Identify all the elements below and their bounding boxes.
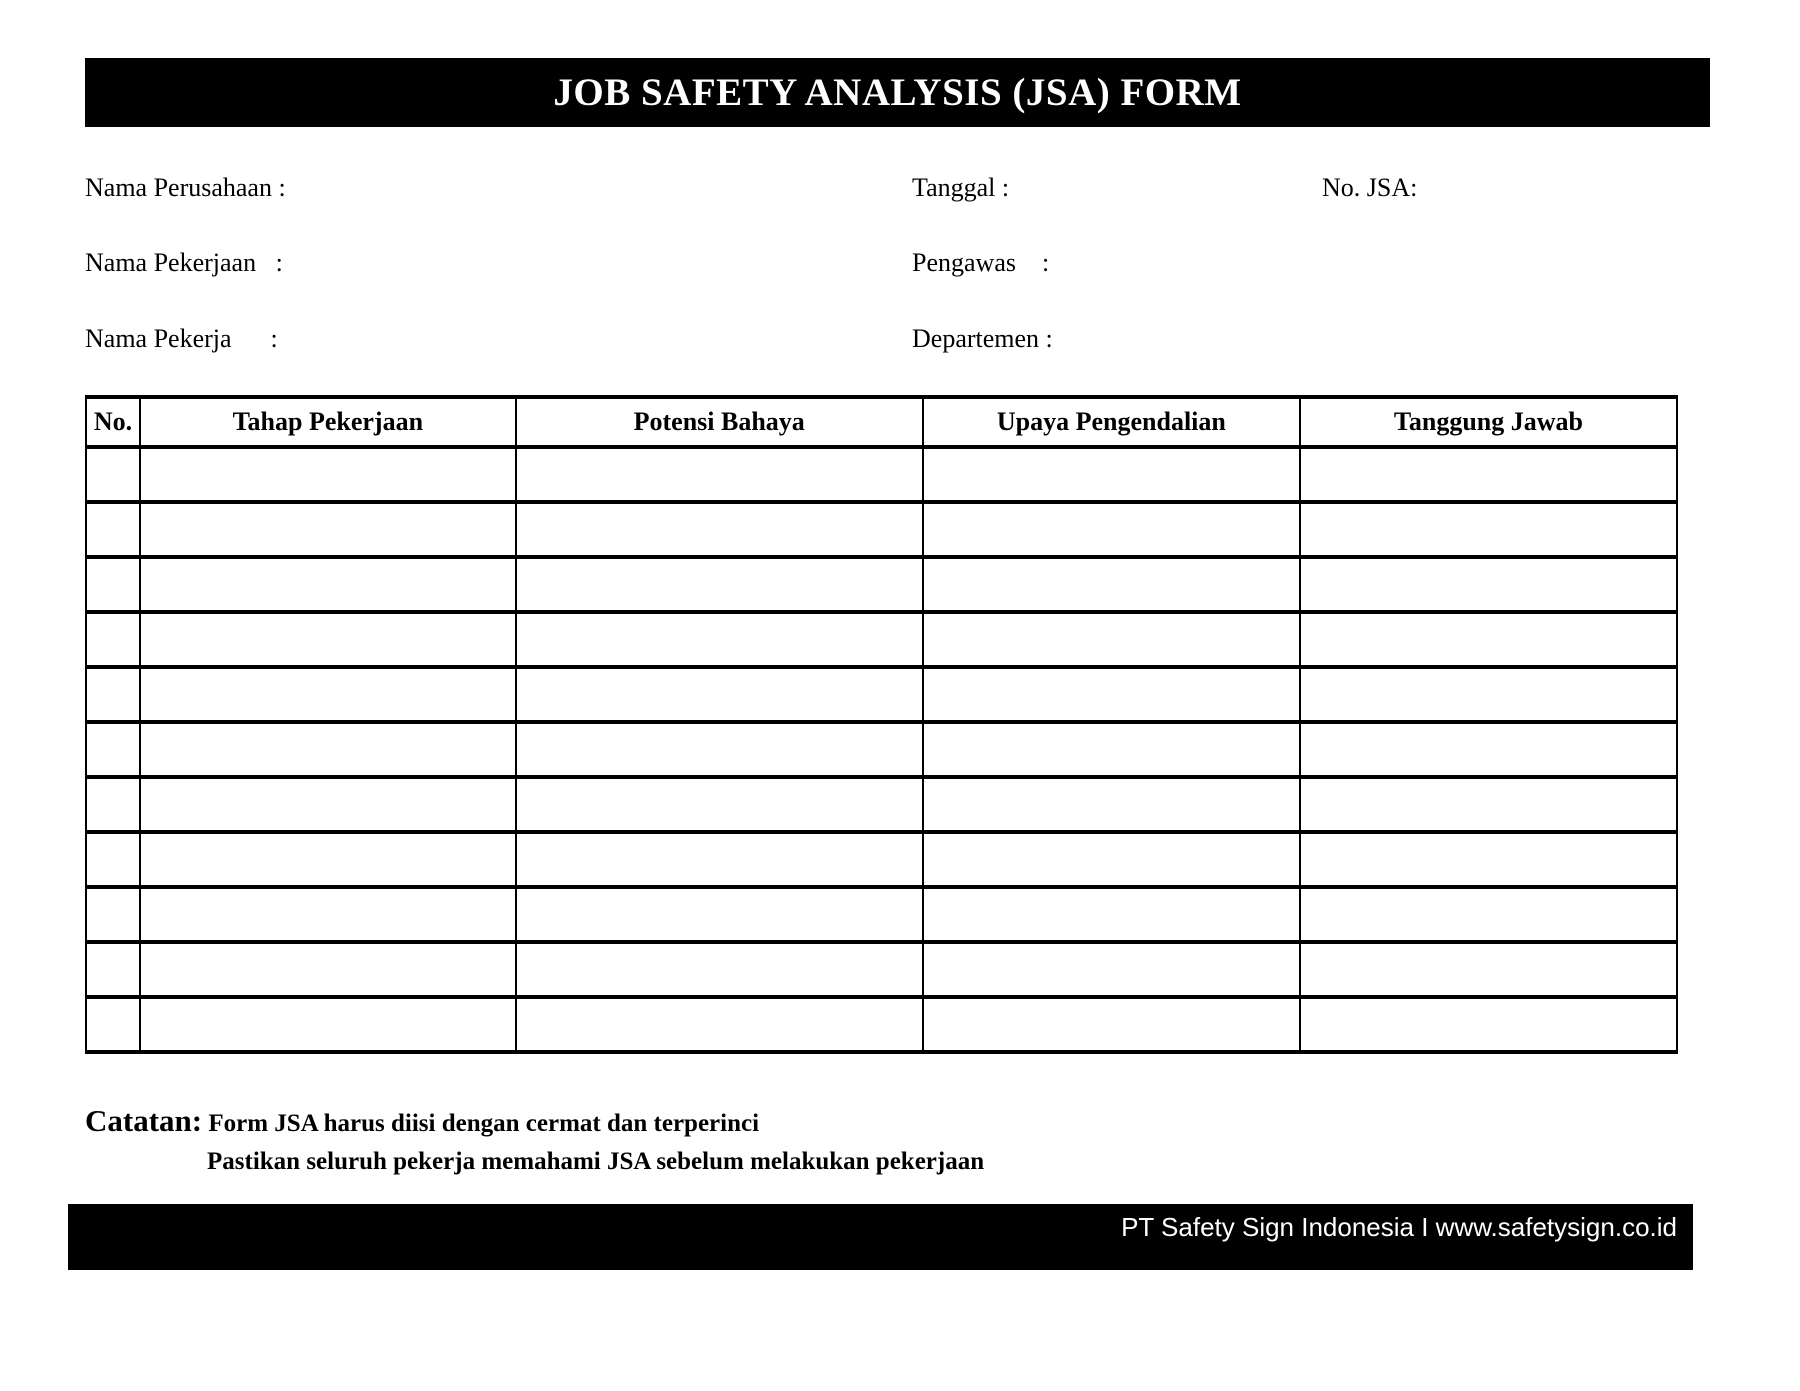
table-cell[interactable] (86, 502, 140, 557)
notes-line-2: Pastikan seluruh pekerja memahami JSA sebelum melakukan pekerjaan (207, 1148, 985, 1175)
table-row (86, 502, 1677, 557)
label-no-jsa: No. JSA: (1322, 173, 1418, 202)
table-cell[interactable] (86, 557, 140, 612)
label-departemen: Departemen : (912, 324, 1053, 353)
jsa-table (85, 395, 1678, 1054)
table-row (86, 777, 1677, 832)
table-cell[interactable] (1300, 997, 1677, 1052)
table-cell[interactable] (516, 502, 923, 557)
form-title: JOB SAFETY ANALYSIS (JSA) FORM (553, 71, 1242, 114)
table-cell[interactable] (86, 722, 140, 777)
table-header-row (86, 397, 1677, 447)
table-cell[interactable] (923, 997, 1300, 1052)
notes-line-1 (85, 1103, 1285, 1139)
label-nama-pekerja: Nama Pekerja : (85, 324, 278, 353)
table-cell[interactable] (140, 667, 515, 722)
table-cell[interactable] (140, 502, 515, 557)
table-cell[interactable] (923, 612, 1300, 667)
table-row (86, 667, 1677, 722)
table-cell[interactable] (86, 447, 140, 502)
table-cell[interactable] (140, 612, 515, 667)
label-tanggal: Tanggal : (912, 173, 1010, 202)
table-row (86, 942, 1677, 997)
notes-label: Catatan: (85, 1103, 203, 1138)
table-cell[interactable] (86, 997, 140, 1052)
table-row (86, 557, 1677, 612)
table-cell[interactable] (516, 777, 923, 832)
table-cell[interactable] (86, 887, 140, 942)
table-cell[interactable] (140, 997, 515, 1052)
table-cell[interactable] (140, 777, 515, 832)
table-cell[interactable] (1300, 887, 1677, 942)
table-cell[interactable] (516, 447, 923, 502)
label-nama-pekerjaan: Nama Pekerjaan : (85, 248, 283, 277)
table-cell[interactable] (140, 832, 515, 887)
table-cell[interactable] (516, 557, 923, 612)
table-cell[interactable] (86, 777, 140, 832)
label-nama-perusahaan: Nama Perusahaan : (85, 173, 286, 202)
column-header-upaya-pengendalian: Upaya Pengendalian (923, 397, 1300, 447)
table-cell[interactable] (923, 722, 1300, 777)
table-cell[interactable] (923, 887, 1300, 942)
table-row (86, 612, 1677, 667)
table-row (86, 722, 1677, 777)
table-cell[interactable] (516, 612, 923, 667)
table-cell[interactable] (140, 722, 515, 777)
table-cell[interactable] (86, 612, 140, 667)
table-cell[interactable] (923, 667, 1300, 722)
table-cell[interactable] (86, 667, 140, 722)
footer-company-text: PT Safety Sign Indonesia I www.safetysign.co.id (1121, 1212, 1677, 1242)
table-cell[interactable] (1300, 942, 1677, 997)
column-header-no: No. (86, 397, 140, 447)
table-cell[interactable] (140, 942, 515, 997)
column-header-tanggung-jawab: Tanggung Jawab (1300, 397, 1677, 447)
table-row (86, 887, 1677, 942)
table-cell[interactable] (923, 777, 1300, 832)
table-cell[interactable] (1300, 447, 1677, 502)
table-cell[interactable] (1300, 502, 1677, 557)
table-cell[interactable] (516, 942, 923, 997)
table-cell[interactable] (923, 942, 1300, 997)
table-cell[interactable] (86, 832, 140, 887)
notes-line-1-text: Form JSA harus diisi dengan cermat dan terperinci (208, 1110, 760, 1137)
table-row (86, 832, 1677, 887)
table-cell[interactable] (1300, 722, 1677, 777)
jsa-table-body (86, 447, 1677, 1052)
table-cell[interactable] (140, 447, 515, 502)
column-header-tahap-pekerjaan: Tahap Pekerjaan (140, 397, 515, 447)
jsa-table-header (86, 397, 1677, 447)
table-cell[interactable] (923, 447, 1300, 502)
form-title-bar (85, 58, 1710, 127)
table-cell[interactable] (140, 557, 515, 612)
table-cell[interactable] (1300, 777, 1677, 832)
notes-section (85, 1103, 1285, 1176)
label-pengawas: Pengawas : (912, 248, 1050, 277)
table-cell[interactable] (86, 942, 140, 997)
table-row (86, 997, 1677, 1052)
table-cell[interactable] (516, 722, 923, 777)
table-cell[interactable] (1300, 832, 1677, 887)
table-row (86, 447, 1677, 502)
table-cell[interactable] (516, 667, 923, 722)
table-cell[interactable] (1300, 612, 1677, 667)
table-cell[interactable] (1300, 557, 1677, 612)
table-cell[interactable] (923, 502, 1300, 557)
table-cell[interactable] (923, 832, 1300, 887)
table-cell[interactable] (516, 832, 923, 887)
table-cell[interactable] (140, 887, 515, 942)
table-cell[interactable] (1300, 667, 1677, 722)
table-cell[interactable] (516, 887, 923, 942)
column-header-potensi-bahaya: Potensi Bahaya (516, 397, 923, 447)
footer-bar (68, 1204, 1693, 1270)
table-cell[interactable] (923, 557, 1300, 612)
table-cell[interactable] (516, 997, 923, 1052)
